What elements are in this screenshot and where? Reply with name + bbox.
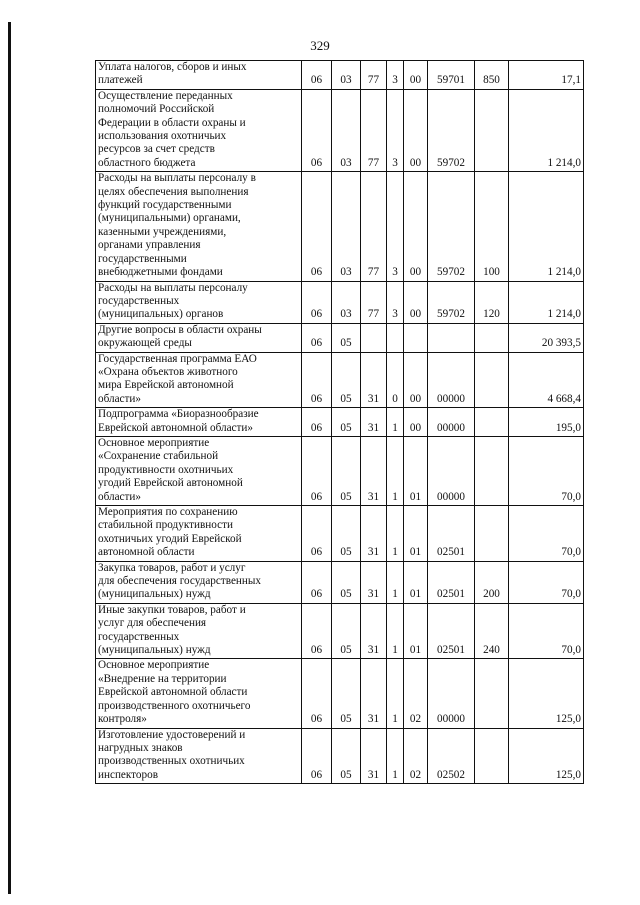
event-code-cell: 00 (404, 89, 428, 171)
expense-type-cell: 850 (475, 61, 509, 90)
direction-code-cell: 00000 (428, 436, 475, 505)
event-code-cell: 02 (404, 728, 428, 784)
page-number: 329 (310, 38, 330, 53)
program-code-cell: 31 (361, 603, 387, 659)
subsection-code-cell: 05 (332, 603, 361, 659)
section-code-cell: 06 (302, 281, 332, 323)
row-name-cell: Расходы на выплаты персоналу в целях обеспечения выполнения функций государственными (муниципальными) органами, казенными учреждениями, органами управления государственными внебюджетными фондами (96, 172, 302, 281)
expense-type-cell: 100 (475, 172, 509, 281)
row-name-cell: Другие вопросы в области охраны окружающей среды (96, 323, 302, 352)
table-row (96, 436, 584, 505)
subprogram-code-cell (387, 323, 404, 352)
direction-code-cell: 59702 (428, 89, 475, 171)
expense-type-cell (475, 659, 509, 728)
direction-code-cell: 02501 (428, 561, 475, 603)
event-code-cell: 00 (404, 408, 428, 437)
program-code-cell: 31 (361, 728, 387, 784)
event-code-cell: 02 (404, 659, 428, 728)
section-code-cell: 06 (302, 436, 332, 505)
event-code-cell: 01 (404, 603, 428, 659)
subprogram-code-cell: 3 (387, 89, 404, 171)
subsection-code-cell: 03 (332, 281, 361, 323)
section-code-cell: 06 (302, 506, 332, 562)
event-code-cell: 01 (404, 506, 428, 562)
row-name-cell: Расходы на выплаты персоналу государственных (муниципальных) органов (96, 281, 302, 323)
row-name-cell: Основное мероприятие «Внедрение на территории Еврейской автономной области производственного охотничьего контроля» (96, 659, 302, 728)
subsection-code-cell: 05 (332, 436, 361, 505)
event-code-cell: 00 (404, 172, 428, 281)
direction-code-cell: 02501 (428, 603, 475, 659)
expense-type-cell (475, 89, 509, 171)
section-code-cell: 06 (302, 408, 332, 437)
event-code-cell (404, 323, 428, 352)
direction-code-cell: 00000 (428, 352, 475, 408)
table-row (96, 172, 584, 281)
program-code-cell: 31 (361, 506, 387, 562)
amount-cell: 125,0 (509, 728, 584, 784)
subsection-code-cell: 05 (332, 561, 361, 603)
table-row (96, 352, 584, 408)
amount-cell: 20 393,5 (509, 323, 584, 352)
amount-cell: 70,0 (509, 561, 584, 603)
expense-type-cell (475, 352, 509, 408)
program-code-cell: 31 (361, 436, 387, 505)
subsection-code-cell: 03 (332, 89, 361, 171)
amount-cell: 1 214,0 (509, 89, 584, 171)
row-name-cell: Подпрограмма «Биоразнообразие Еврейской автономной области» (96, 408, 302, 437)
row-name-cell: Основное мероприятие «Сохранение стабильной продуктивности охотничьих угодий Еврейской автономной области» (96, 436, 302, 505)
direction-code-cell: 59702 (428, 172, 475, 281)
direction-code-cell: 59702 (428, 281, 475, 323)
amount-cell: 4 668,4 (509, 352, 584, 408)
subprogram-code-cell: 1 (387, 561, 404, 603)
table-row (96, 281, 584, 323)
section-code-cell: 06 (302, 89, 332, 171)
table-row (96, 561, 584, 603)
program-code-cell: 31 (361, 408, 387, 437)
section-code-cell: 06 (302, 728, 332, 784)
row-name-cell: Иные закупки товаров, работ и услуг для обеспечения государственных (муниципальных) нужд (96, 603, 302, 659)
program-code-cell: 77 (361, 172, 387, 281)
table-row (96, 61, 584, 90)
table-row (96, 323, 584, 352)
subsection-code-cell: 05 (332, 506, 361, 562)
table-row (96, 728, 584, 784)
amount-cell: 17,1 (509, 61, 584, 90)
amount-cell: 1 214,0 (509, 281, 584, 323)
subprogram-code-cell: 1 (387, 436, 404, 505)
subsection-code-cell: 05 (332, 323, 361, 352)
expense-type-cell (475, 323, 509, 352)
subsection-code-cell: 05 (332, 728, 361, 784)
amount-cell: 70,0 (509, 603, 584, 659)
amount-cell: 70,0 (509, 436, 584, 505)
direction-code-cell: 02501 (428, 506, 475, 562)
section-code-cell: 06 (302, 352, 332, 408)
event-code-cell: 01 (404, 561, 428, 603)
event-code-cell: 01 (404, 436, 428, 505)
program-code-cell (361, 323, 387, 352)
program-code-cell: 31 (361, 659, 387, 728)
direction-code-cell: 02502 (428, 728, 475, 784)
program-code-cell: 77 (361, 281, 387, 323)
subprogram-code-cell: 0 (387, 352, 404, 408)
subsection-code-cell: 03 (332, 61, 361, 90)
budget-table-body (96, 61, 584, 784)
row-name-cell: Осуществление переданных полномочий Российской Федерации в области охраны и использования охотничьих ресурсов за счет средств областного бюджета (96, 89, 302, 171)
amount-cell: 125,0 (509, 659, 584, 728)
subprogram-code-cell: 1 (387, 603, 404, 659)
table-row (96, 506, 584, 562)
expense-type-cell (475, 436, 509, 505)
section-code-cell: 06 (302, 561, 332, 603)
subprogram-code-cell: 3 (387, 281, 404, 323)
event-code-cell: 00 (404, 352, 428, 408)
subprogram-code-cell: 1 (387, 659, 404, 728)
section-code-cell: 06 (302, 61, 332, 90)
section-code-cell: 06 (302, 323, 332, 352)
subsection-code-cell: 05 (332, 659, 361, 728)
binding-edge-line (8, 22, 11, 894)
program-code-cell: 31 (361, 352, 387, 408)
direction-code-cell (428, 323, 475, 352)
subprogram-code-cell: 3 (387, 172, 404, 281)
subprogram-code-cell: 1 (387, 728, 404, 784)
table-row (96, 408, 584, 437)
direction-code-cell: 00000 (428, 408, 475, 437)
direction-code-cell: 59701 (428, 61, 475, 90)
expense-type-cell (475, 506, 509, 562)
section-code-cell: 06 (302, 172, 332, 281)
event-code-cell: 00 (404, 281, 428, 323)
expense-type-cell (475, 408, 509, 437)
subprogram-code-cell: 3 (387, 61, 404, 90)
row-name-cell: Закупка товаров, работ и услуг для обеспечения государственных (муниципальных) нужд (96, 561, 302, 603)
table-row (96, 89, 584, 171)
subprogram-code-cell: 1 (387, 506, 404, 562)
amount-cell: 70,0 (509, 506, 584, 562)
row-name-cell: Мероприятия по сохранению стабильной продуктивности охотничьих угодий Еврейской автономной области (96, 506, 302, 562)
row-name-cell: Изготовление удостоверений и нагрудных знаков производственных охотничьих инспекторов (96, 728, 302, 784)
budget-table (95, 60, 584, 784)
table-row (96, 659, 584, 728)
subsection-code-cell: 03 (332, 172, 361, 281)
subprogram-code-cell: 1 (387, 408, 404, 437)
subsection-code-cell: 05 (332, 352, 361, 408)
section-code-cell: 06 (302, 603, 332, 659)
section-code-cell: 06 (302, 659, 332, 728)
row-name-cell: Государственная программа ЕАО «Охрана объектов животного мира Еврейской автономной области» (96, 352, 302, 408)
event-code-cell: 00 (404, 61, 428, 90)
expense-type-cell: 120 (475, 281, 509, 323)
expense-type-cell: 200 (475, 561, 509, 603)
direction-code-cell: 00000 (428, 659, 475, 728)
expense-type-cell: 240 (475, 603, 509, 659)
table-row (96, 603, 584, 659)
program-code-cell: 77 (361, 89, 387, 171)
amount-cell: 195,0 (509, 408, 584, 437)
subsection-code-cell: 05 (332, 408, 361, 437)
amount-cell: 1 214,0 (509, 172, 584, 281)
row-name-cell: Уплата налогов, сборов и иных платежей (96, 61, 302, 90)
expense-type-cell (475, 728, 509, 784)
program-code-cell: 31 (361, 561, 387, 603)
program-code-cell: 77 (361, 61, 387, 90)
